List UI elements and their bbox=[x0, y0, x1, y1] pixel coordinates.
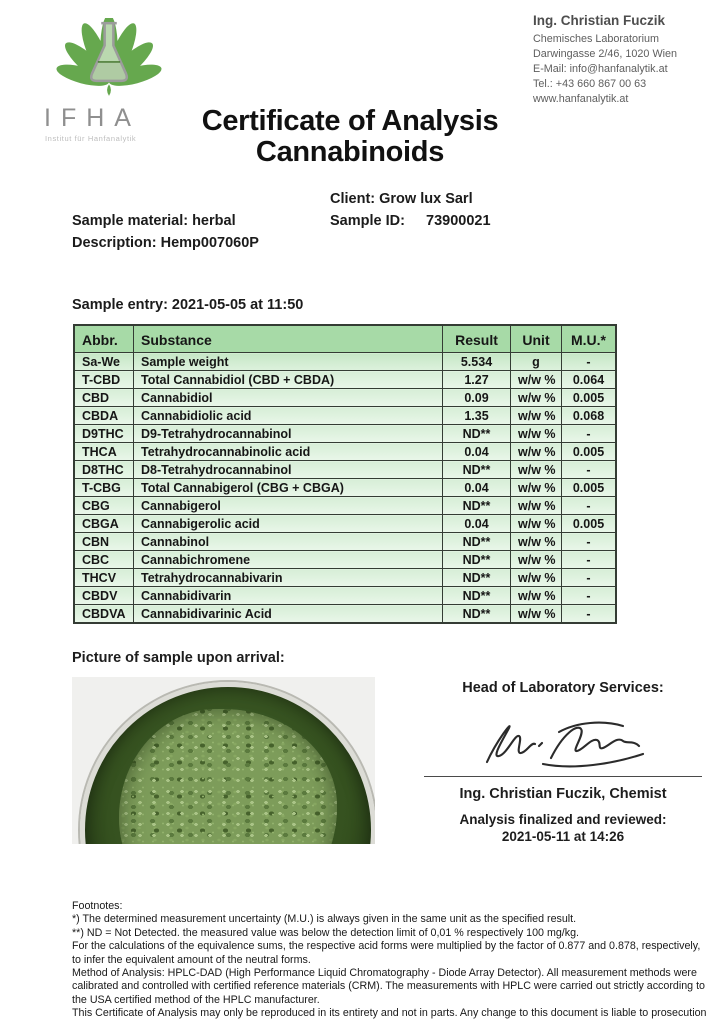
table-cell: ND** bbox=[443, 587, 511, 605]
description-line: Description: Hemp007060P bbox=[72, 235, 259, 251]
table-cell: Cannabinol bbox=[134, 533, 443, 551]
lab-contact-name: Ing. Christian Fuczik bbox=[533, 13, 666, 28]
table-cell: 0.005 bbox=[562, 515, 616, 533]
table-cell: Total Cannabigerol (CBG + CBGA) bbox=[134, 479, 443, 497]
signature-line bbox=[424, 776, 702, 777]
table-cell: - bbox=[562, 569, 616, 587]
table-row bbox=[75, 371, 616, 389]
table-cell: w/w % bbox=[511, 479, 562, 497]
table-cell: THCV bbox=[75, 569, 134, 587]
table-cell: THCA bbox=[75, 443, 134, 461]
finalized-label: Analysis finalized and reviewed: bbox=[459, 812, 667, 827]
table-cell: 0.09 bbox=[443, 389, 511, 407]
table-cell: CBGA bbox=[75, 515, 134, 533]
footnote-line: For the calculations of the equivalence sums, the respective acid forms were multiplied by the factor of 0.877 and 0.878, respectively, to infer the equivalent amount of the neutral forms. bbox=[72, 940, 701, 966]
table-cell: w/w % bbox=[511, 515, 562, 533]
table-row bbox=[75, 551, 616, 569]
table-cell: Cannabidiolic acid bbox=[134, 407, 443, 425]
table-cell: 0.064 bbox=[562, 371, 616, 389]
column-header-substance: Substance bbox=[134, 326, 443, 353]
table-cell: 0.005 bbox=[562, 443, 616, 461]
table-cell: w/w % bbox=[511, 425, 562, 443]
sample-id-label: Sample ID: bbox=[330, 213, 405, 229]
table-cell: 0.068 bbox=[562, 407, 616, 425]
footnote-line: *) The determined measurement uncertainty (M.U.) is always given in the same unit as the specified result. bbox=[72, 913, 577, 926]
sample-material-line: Sample material: herbal bbox=[72, 213, 236, 229]
table-cell: 5.534 bbox=[443, 353, 511, 371]
table-cell: Tetrahydrocannabinolic acid bbox=[134, 443, 443, 461]
table-cell: ND** bbox=[443, 425, 511, 443]
page-title-line1: Certificate of Analysis bbox=[201, 105, 499, 137]
table-cell: 0.04 bbox=[443, 443, 511, 461]
table-cell: - bbox=[562, 425, 616, 443]
table-cell: w/w % bbox=[511, 389, 562, 407]
table-cell: - bbox=[562, 353, 616, 371]
table-cell: - bbox=[562, 605, 616, 623]
cannabis-leaf-flask-icon bbox=[46, 18, 172, 102]
table-row bbox=[75, 569, 616, 587]
lab-contact-line: Darwingasse 2/46, 1020 Wien bbox=[533, 48, 678, 60]
table-cell: 0.005 bbox=[562, 389, 616, 407]
table-cell: Cannabichromene bbox=[134, 551, 443, 569]
table-cell: 0.04 bbox=[443, 479, 511, 497]
table-cell: w/w % bbox=[511, 569, 562, 587]
table-cell: CBDA bbox=[75, 407, 134, 425]
table-cell: Sample weight bbox=[134, 353, 443, 371]
table-row bbox=[75, 605, 616, 623]
table-cell: CBC bbox=[75, 551, 134, 569]
table-cell: ND** bbox=[443, 569, 511, 587]
table-row bbox=[75, 425, 616, 443]
table-cell: Cannabidivarinic Acid bbox=[134, 605, 443, 623]
table-cell: Total Cannabidiol (CBD + CBDA) bbox=[134, 371, 443, 389]
table-cell: w/w % bbox=[511, 587, 562, 605]
table-row bbox=[75, 479, 616, 497]
table-row bbox=[75, 461, 616, 479]
table-cell: w/w % bbox=[511, 551, 562, 569]
table-cell: w/w % bbox=[511, 407, 562, 425]
table-cell: Cannabidiol bbox=[134, 389, 443, 407]
table-cell: 1.35 bbox=[443, 407, 511, 425]
signature-icon bbox=[473, 712, 653, 774]
logo-acronym: IFHA bbox=[44, 104, 141, 132]
column-header-result: Result bbox=[443, 326, 511, 353]
lab-contact-lines bbox=[533, 32, 713, 107]
column-header-unit: Unit bbox=[511, 326, 562, 353]
table-cell: Cannabidivarin bbox=[134, 587, 443, 605]
table-cell: w/w % bbox=[511, 461, 562, 479]
footnote-line: This Certificate of Analysis may only be reproduced in its entirety and not in parts. Any change to this document is liable to prosecution bbox=[72, 1007, 707, 1019]
table-row bbox=[75, 497, 616, 515]
table-cell: CBG bbox=[75, 497, 134, 515]
signature-heading: Head of Laboratory Services: bbox=[462, 680, 664, 696]
sample-picture-heading: Picture of sample upon arrival: bbox=[72, 650, 285, 666]
client-line: Client: Grow lux Sarl bbox=[330, 191, 473, 207]
lab-contact-line: Chemisches Laboratorium bbox=[533, 33, 660, 45]
table-cell: g bbox=[511, 353, 562, 371]
signer-name: Ing. Christian Fuczik, Chemist bbox=[459, 786, 667, 802]
table-row bbox=[75, 443, 616, 461]
column-header-mu: M.U.* bbox=[562, 326, 616, 353]
table-cell: - bbox=[562, 533, 616, 551]
sample-bowl bbox=[80, 682, 375, 844]
column-header-abbr: Abbr. bbox=[75, 326, 134, 353]
table-header-row bbox=[75, 326, 616, 353]
page-title-line2: Cannabinoids bbox=[255, 136, 445, 168]
table-cell: w/w % bbox=[511, 533, 562, 551]
table-cell: w/w % bbox=[511, 605, 562, 623]
logo-tagline: Institut für Hanfanalytik bbox=[45, 134, 137, 143]
table-cell: ND** bbox=[443, 605, 511, 623]
table-row bbox=[75, 353, 616, 371]
sample-id-value: 73900021 bbox=[426, 213, 491, 229]
table-cell: D8-Tetrahydrocannabinol bbox=[134, 461, 443, 479]
table-row bbox=[75, 407, 616, 425]
table-row bbox=[75, 389, 616, 407]
lab-contact bbox=[533, 13, 713, 107]
herb-material bbox=[119, 709, 337, 844]
table-cell: ND** bbox=[443, 497, 511, 515]
table-cell: - bbox=[562, 551, 616, 569]
signature-block bbox=[424, 680, 702, 844]
finalized-date: 2021-05-11 at 14:26 bbox=[501, 829, 625, 844]
table-cell: ND** bbox=[443, 461, 511, 479]
table-cell: D9THC bbox=[75, 425, 134, 443]
table-cell: - bbox=[562, 497, 616, 515]
lab-contact-line: www.hanfanalytik.at bbox=[533, 93, 629, 105]
table-row bbox=[75, 515, 616, 533]
table-cell: ND** bbox=[443, 551, 511, 569]
sample-entry-line: Sample entry: 2021-05-05 at 11:50 bbox=[72, 297, 304, 313]
table-row bbox=[75, 533, 616, 551]
table-cell: CBDVA bbox=[75, 605, 134, 623]
table-cell: CBD bbox=[75, 389, 134, 407]
lab-contact-line: E-Mail: info@hanfanalytik.at bbox=[533, 63, 668, 75]
table-cell: CBN bbox=[75, 533, 134, 551]
table-cell: w/w % bbox=[511, 497, 562, 515]
table-cell: 0.005 bbox=[562, 479, 616, 497]
table-cell: Cannabigerol bbox=[134, 497, 443, 515]
footnotes-heading: Footnotes: bbox=[72, 900, 123, 912]
results-table bbox=[74, 325, 616, 623]
table-cell: 1.27 bbox=[443, 371, 511, 389]
footnotes-lines bbox=[72, 913, 708, 1019]
table-cell: w/w % bbox=[511, 371, 562, 389]
table-cell: 0.04 bbox=[443, 515, 511, 533]
table-cell: Sa-We bbox=[75, 353, 134, 371]
footnote-line: Method of Analysis: HPLC-DAD (High Performance Liquid Chromatography - Diode Array Detector). All measurement methods were calibrated and controlled with certified reference materials (CRM). The measurements with HPLC were carried out strictly according to the USA certified method of the HPLC manufacturer. bbox=[72, 967, 705, 1006]
table-cell: - bbox=[562, 587, 616, 605]
table-cell: D9-Tetrahydrocannabinol bbox=[134, 425, 443, 443]
table-cell: CBDV bbox=[75, 587, 134, 605]
table-cell: D8THC bbox=[75, 461, 134, 479]
table-cell: - bbox=[562, 461, 616, 479]
table-cell: Tetrahydrocannabivarin bbox=[134, 569, 443, 587]
lab-contact-line: Tel.: +43 660 867 00 63 bbox=[533, 78, 647, 90]
footnote-line: **) ND = Not Detected. the measured value was below the detection limit of 0,01 % respectively 100 mg/kg. bbox=[72, 926, 580, 939]
table-row bbox=[75, 587, 616, 605]
results-tbody bbox=[75, 353, 616, 623]
table-cell: ND** bbox=[443, 533, 511, 551]
sample-photo bbox=[72, 677, 375, 844]
table-cell: w/w % bbox=[511, 443, 562, 461]
table-cell: T-CBD bbox=[75, 371, 134, 389]
footnotes bbox=[72, 900, 708, 1019]
page-title bbox=[110, 106, 590, 168]
table-cell: Cannabigerolic acid bbox=[134, 515, 443, 533]
table-cell: T-CBG bbox=[75, 479, 134, 497]
